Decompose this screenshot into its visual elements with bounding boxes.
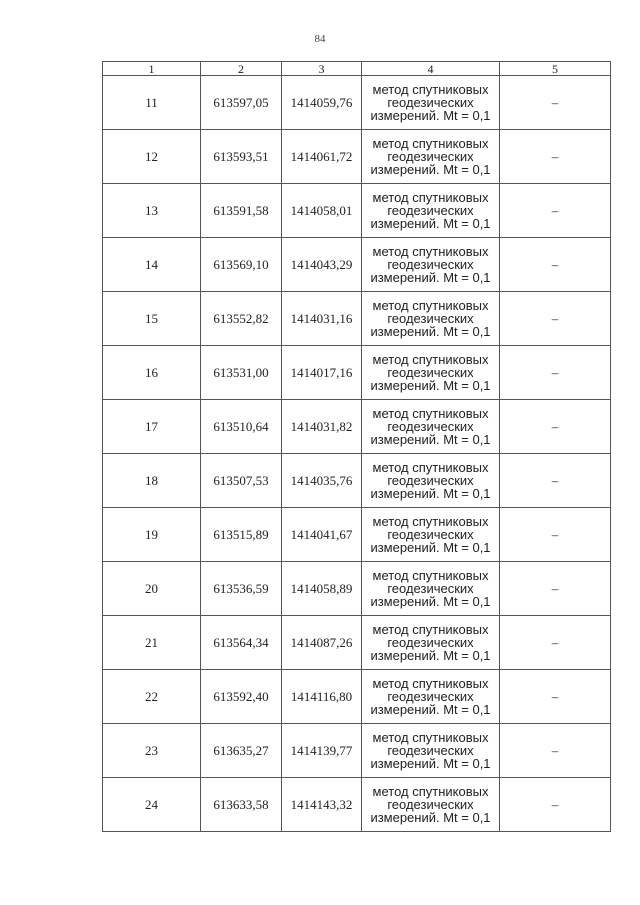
y-coordinate-cell: 1414043,29 (282, 238, 362, 292)
table-row (103, 130, 611, 184)
method-cell (362, 400, 500, 454)
x-coordinate-cell: 613569,10 (201, 238, 282, 292)
note-cell: – (500, 670, 611, 724)
y-coordinate-cell: 1414031,82 (282, 400, 362, 454)
table-row (103, 670, 611, 724)
method-line-1: метод спутниковых (372, 190, 489, 205)
method-line-2: геодезических (387, 95, 474, 110)
method-cell (362, 562, 500, 616)
method-cell (362, 508, 500, 562)
method-cell (362, 670, 500, 724)
point-number-cell: 18 (103, 454, 201, 508)
point-number-cell: 12 (103, 130, 201, 184)
y-coordinate-cell: 1414087,26 (282, 616, 362, 670)
method-line-2: геодезических (387, 689, 474, 704)
method-line-3: измерений. Mt = 0,1 (370, 594, 491, 609)
y-coordinate-cell: 1414143,32 (282, 778, 362, 832)
x-coordinate-cell: 613536,59 (201, 562, 282, 616)
y-coordinate-cell: 1414017,16 (282, 346, 362, 400)
method-line-3: измерений. Mt = 0,1 (370, 108, 491, 123)
method-line-3: измерений. Mt = 0,1 (370, 270, 491, 285)
method-line-2: геодезических (387, 203, 474, 218)
x-coordinate-cell: 613635,27 (201, 724, 282, 778)
point-number-cell: 11 (103, 76, 201, 130)
y-coordinate-cell: 1414041,67 (282, 508, 362, 562)
note-cell: – (500, 130, 611, 184)
method-line-3: измерений. Mt = 0,1 (370, 324, 491, 339)
y-coordinate-cell: 1414058,01 (282, 184, 362, 238)
header-col-4: 4 (362, 62, 500, 76)
point-number-cell: 14 (103, 238, 201, 292)
table-row (103, 508, 611, 562)
note-cell: – (500, 562, 611, 616)
method-line-3: измерений. Mt = 0,1 (370, 378, 491, 393)
x-coordinate-cell: 613591,58 (201, 184, 282, 238)
method-line-2: геодезических (387, 257, 474, 272)
point-number-cell: 21 (103, 616, 201, 670)
point-number-cell: 17 (103, 400, 201, 454)
method-line-2: геодезических (387, 419, 474, 434)
method-line-3: измерений. Mt = 0,1 (370, 432, 491, 447)
note-cell: – (500, 76, 611, 130)
method-cell (362, 238, 500, 292)
method-cell (362, 778, 500, 832)
note-cell: – (500, 724, 611, 778)
method-cell (362, 76, 500, 130)
method-line-1: метод спутниковых (372, 82, 489, 97)
method-line-1: метод спутниковых (372, 136, 489, 151)
method-line-1: метод спутниковых (372, 676, 489, 691)
point-number-cell: 19 (103, 508, 201, 562)
table-row (103, 346, 611, 400)
point-number-cell: 23 (103, 724, 201, 778)
method-line-2: геодезических (387, 365, 474, 380)
method-line-1: метод спутниковых (372, 298, 489, 313)
y-coordinate-cell: 1414035,76 (282, 454, 362, 508)
method-line-3: измерений. Mt = 0,1 (370, 162, 491, 177)
method-line-3: измерений. Mt = 0,1 (370, 216, 491, 231)
method-line-1: метод спутниковых (372, 784, 489, 799)
y-coordinate-cell: 1414061,72 (282, 130, 362, 184)
y-coordinate-cell: 1414031,16 (282, 292, 362, 346)
x-coordinate-cell: 613531,00 (201, 346, 282, 400)
method-line-1: метод спутниковых (372, 730, 489, 745)
note-cell: – (500, 616, 611, 670)
method-line-3: измерений. Mt = 0,1 (370, 648, 491, 663)
method-line-1: метод спутниковых (372, 568, 489, 583)
method-line-2: геодезических (387, 473, 474, 488)
point-number-cell: 16 (103, 346, 201, 400)
coordinates-table (102, 61, 611, 832)
x-coordinate-cell: 613564,34 (201, 616, 282, 670)
note-cell: – (500, 238, 611, 292)
method-line-3: измерений. Mt = 0,1 (370, 756, 491, 771)
method-line-1: метод спутниковых (372, 406, 489, 421)
x-coordinate-cell: 613507,53 (201, 454, 282, 508)
note-cell: – (500, 292, 611, 346)
table-row (103, 292, 611, 346)
x-coordinate-cell: 613592,40 (201, 670, 282, 724)
y-coordinate-cell: 1414059,76 (282, 76, 362, 130)
method-cell (362, 454, 500, 508)
point-number-cell: 24 (103, 778, 201, 832)
method-line-3: измерений. Mt = 0,1 (370, 810, 491, 825)
x-coordinate-cell: 613597,05 (201, 76, 282, 130)
table-row (103, 238, 611, 292)
method-line-1: метод спутниковых (372, 514, 489, 529)
table-row (103, 724, 611, 778)
note-cell: – (500, 778, 611, 832)
header-col-5: 5 (500, 62, 611, 76)
method-line-2: геодезических (387, 743, 474, 758)
point-number-cell: 20 (103, 562, 201, 616)
y-coordinate-cell: 1414058,89 (282, 562, 362, 616)
table-row (103, 778, 611, 832)
method-line-1: метод спутниковых (372, 244, 489, 259)
method-line-1: метод спутниковых (372, 622, 489, 637)
x-coordinate-cell: 613510,64 (201, 400, 282, 454)
method-line-1: метод спутниковых (372, 352, 489, 367)
table-row (103, 562, 611, 616)
method-line-2: геодезических (387, 311, 474, 326)
x-coordinate-cell: 613633,58 (201, 778, 282, 832)
point-number-cell: 13 (103, 184, 201, 238)
method-cell (362, 292, 500, 346)
table-row (103, 184, 611, 238)
x-coordinate-cell: 613552,82 (201, 292, 282, 346)
note-cell: – (500, 454, 611, 508)
note-cell: – (500, 184, 611, 238)
y-coordinate-cell: 1414139,77 (282, 724, 362, 778)
table-row (103, 616, 611, 670)
header-col-1: 1 (103, 62, 201, 76)
y-coordinate-cell: 1414116,80 (282, 670, 362, 724)
point-number-cell: 15 (103, 292, 201, 346)
method-line-2: геодезических (387, 635, 474, 650)
note-cell: – (500, 400, 611, 454)
note-cell: – (500, 346, 611, 400)
table-body (103, 76, 611, 832)
method-line-3: измерений. Mt = 0,1 (370, 702, 491, 717)
method-line-2: геодезических (387, 149, 474, 164)
method-line-1: метод спутниковых (372, 460, 489, 475)
header-col-3: 3 (282, 62, 362, 76)
note-cell: – (500, 508, 611, 562)
method-line-2: геодезических (387, 581, 474, 596)
method-line-2: геодезических (387, 527, 474, 542)
method-line-3: измерений. Mt = 0,1 (370, 486, 491, 501)
method-line-2: геодезических (387, 797, 474, 812)
method-cell (362, 184, 500, 238)
method-line-3: измерений. Mt = 0,1 (370, 540, 491, 555)
method-cell (362, 130, 500, 184)
method-cell (362, 724, 500, 778)
table-row (103, 400, 611, 454)
table-row (103, 76, 611, 130)
header-row (103, 62, 611, 76)
table-row (103, 454, 611, 508)
x-coordinate-cell: 613515,89 (201, 508, 282, 562)
page-number: 84 (314, 33, 326, 45)
header-col-2: 2 (201, 62, 282, 76)
point-number-cell: 22 (103, 670, 201, 724)
method-cell (362, 616, 500, 670)
method-cell (362, 346, 500, 400)
x-coordinate-cell: 613593,51 (201, 130, 282, 184)
